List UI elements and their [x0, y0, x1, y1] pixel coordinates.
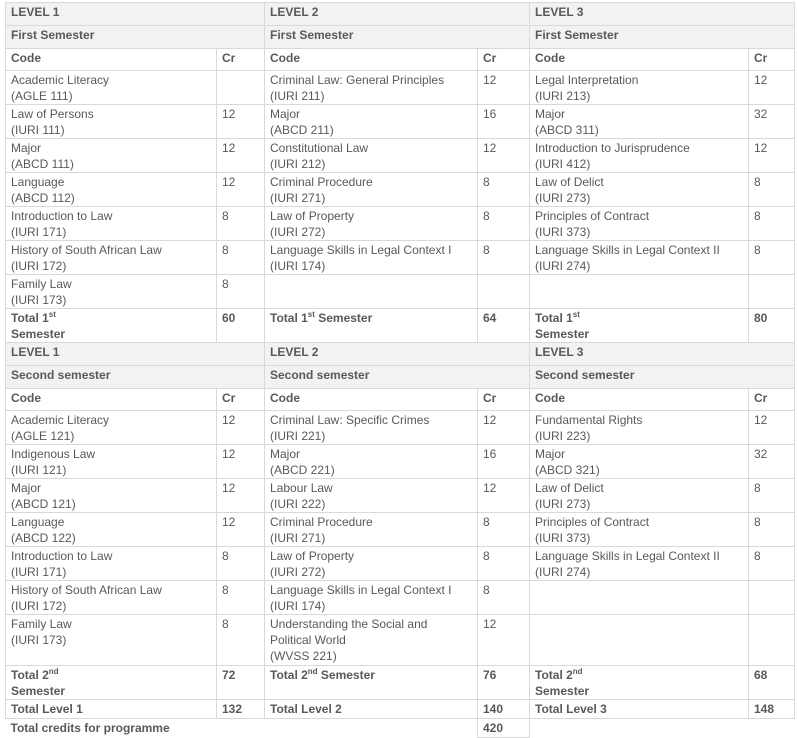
- level-total-row: [6, 700, 795, 719]
- module-cell: [530, 445, 749, 479]
- module-cell: [6, 581, 217, 615]
- module-credits: 8: [217, 207, 265, 241]
- semester-total-label: [6, 666, 217, 700]
- module-cell: [265, 615, 478, 666]
- module-cell: [6, 139, 217, 173]
- module-cell: [530, 139, 749, 173]
- credits-column-header: Cr: [217, 49, 265, 71]
- module-cell: [265, 479, 478, 513]
- module-cell: [6, 445, 217, 479]
- module-name: Language: [11, 515, 65, 529]
- total-label-suffix: Semester: [535, 327, 590, 341]
- module-name: Criminal Procedure: [270, 515, 373, 529]
- module-name: Criminal Law: General Principles: [270, 73, 445, 87]
- total-label-suffix: Semester: [11, 684, 66, 698]
- module-cell: [530, 547, 749, 581]
- second-column-header-row: [6, 389, 795, 411]
- module-name: Law of Property: [270, 549, 355, 563]
- module-name: Language: [11, 175, 65, 189]
- ordinal-suffix: st: [572, 310, 580, 319]
- module-credits: 12: [478, 71, 530, 105]
- module-credits: 8: [749, 207, 795, 241]
- second-semester-total-row: [6, 666, 795, 700]
- module-credits: 12: [478, 615, 530, 666]
- module-code: (IURI 272): [270, 565, 326, 579]
- module-cell: [530, 241, 749, 275]
- module-name: Major: [535, 107, 566, 121]
- module-cell: [6, 547, 217, 581]
- module-credits: 8: [749, 479, 795, 513]
- module-cell: [265, 547, 478, 581]
- ordinal-suffix: nd: [48, 667, 59, 676]
- module-credits: 8: [749, 513, 795, 547]
- curriculum-table: [5, 2, 795, 738]
- programme-total-row: [6, 719, 795, 738]
- level-heading: LEVEL 1: [6, 343, 265, 366]
- module-cell: [6, 173, 217, 207]
- module-code: (IURI 174): [270, 259, 326, 273]
- total-label-suffix: Semester: [317, 668, 375, 682]
- module-cell: [530, 105, 749, 139]
- module-name: Fundamental Rights: [535, 413, 643, 427]
- module-name: Law of Delict: [535, 175, 604, 189]
- module-code: (ABCD 121): [11, 497, 76, 511]
- module-code: (IURI 273): [535, 191, 591, 205]
- credits-column-header: Cr: [217, 389, 265, 411]
- semester-total-value: 76: [478, 666, 530, 700]
- module-cell: [6, 479, 217, 513]
- second-semester-row: [6, 366, 795, 389]
- module-code: (IURI 373): [535, 531, 591, 545]
- semester-total-label: [265, 666, 478, 700]
- module-credits: 12: [749, 71, 795, 105]
- module-code: (ABCD 321): [535, 463, 600, 477]
- module-name: Criminal Procedure: [270, 175, 373, 189]
- module-credits: 8: [217, 615, 265, 666]
- code-column-header: Code: [265, 389, 478, 411]
- module-code: (IURI 211): [270, 89, 325, 103]
- module-cell: [265, 445, 478, 479]
- module-name: History of South African Law: [11, 243, 162, 257]
- module-cell: [6, 513, 217, 547]
- module-cell: [530, 411, 749, 445]
- module-row: [6, 479, 795, 513]
- module-name: Academic Literacy: [11, 73, 110, 87]
- first-column-header-row: [6, 49, 795, 71]
- module-name: Major: [270, 447, 301, 461]
- module-credits: 12: [478, 479, 530, 513]
- semester-total-label: [6, 309, 217, 343]
- module-name: Family Law: [11, 277, 72, 291]
- module-name: History of South African Law: [11, 583, 162, 597]
- module-name: Criminal Law: Specific Crimes: [270, 413, 430, 427]
- module-cell: [265, 207, 478, 241]
- module-credits: 8: [749, 173, 795, 207]
- level-heading: LEVEL 3: [530, 3, 795, 26]
- semester-total-value: 64: [478, 309, 530, 343]
- module-credits: [749, 275, 795, 309]
- module-code: (IURI 222): [270, 497, 326, 511]
- semester-total-value: 72: [217, 666, 265, 700]
- module-cell: [265, 241, 478, 275]
- module-code: (AGLE 111): [11, 89, 73, 103]
- module-credits: 12: [217, 445, 265, 479]
- module-code: (IURI 274): [535, 259, 591, 273]
- module-code: (IURI 172): [11, 599, 67, 613]
- module-credits: 16: [478, 105, 530, 139]
- module-cell: [530, 513, 749, 547]
- ordinal-suffix: st: [48, 310, 56, 319]
- module-code: (ABCD 211): [270, 123, 334, 137]
- module-credits: 8: [217, 581, 265, 615]
- module-code: (IURI 272): [270, 225, 326, 239]
- module-code: (IURI 121): [11, 463, 67, 477]
- module-cell: [265, 581, 478, 615]
- semester-heading: First Semester: [6, 26, 265, 49]
- level-heading: LEVEL 3: [530, 343, 795, 366]
- module-code: (WVSS 221): [270, 649, 337, 663]
- module-code: (ABCD 112): [11, 191, 75, 205]
- module-name: Principles of Contract: [535, 209, 650, 223]
- module-credits: 8: [478, 241, 530, 275]
- module-cell: [530, 479, 749, 513]
- module-name: Introduction to Jurisprudence: [535, 141, 690, 155]
- ordinal-suffix: st: [307, 310, 315, 319]
- module-cell: [6, 71, 217, 105]
- module-code: (IURI 171): [11, 225, 67, 239]
- curriculum-body: [6, 3, 795, 738]
- module-credits: 12: [217, 513, 265, 547]
- level-heading: LEVEL 2: [265, 3, 530, 26]
- semester-heading: Second semester: [265, 366, 530, 389]
- module-name: Language Skills in Legal Context I: [270, 583, 452, 597]
- module-cell: [265, 139, 478, 173]
- first-semester-total-row: [6, 309, 795, 343]
- module-credits: 8: [478, 581, 530, 615]
- module-cell: [6, 615, 217, 666]
- module-cell: [530, 581, 749, 615]
- module-code: (ABCD 111): [11, 157, 74, 171]
- module-credits: 12: [217, 139, 265, 173]
- module-name: Language Skills in Legal Context II: [535, 549, 720, 563]
- module-cell: [265, 105, 478, 139]
- level-total-value: 148: [749, 700, 795, 719]
- module-code: (IURI 223): [535, 429, 591, 443]
- semester-total-value: 80: [749, 309, 795, 343]
- module-name: Major: [11, 141, 42, 155]
- module-code: (IURI 273): [535, 497, 591, 511]
- total-label-suffix: Semester: [535, 684, 590, 698]
- module-row: [6, 139, 795, 173]
- module-credits: 8: [478, 513, 530, 547]
- module-credits: 8: [749, 547, 795, 581]
- module-name: Indigenous Law: [11, 447, 96, 461]
- module-row: [6, 275, 795, 309]
- semester-total-value: 60: [217, 309, 265, 343]
- total-label-text: Total 2: [535, 668, 573, 682]
- module-row: [6, 547, 795, 581]
- semester-total-label: [530, 666, 749, 700]
- module-credits: 32: [749, 445, 795, 479]
- total-label-text: Total 1: [535, 311, 573, 325]
- module-code: (IURI 111): [11, 123, 65, 137]
- module-name: Introduction to Law: [11, 209, 113, 223]
- module-cell: [6, 105, 217, 139]
- semester-heading: Second semester: [6, 366, 265, 389]
- module-code: (IURI 212): [270, 157, 326, 171]
- module-credits: 16: [478, 445, 530, 479]
- module-credits: 12: [749, 139, 795, 173]
- ordinal-suffix: nd: [572, 667, 583, 676]
- module-code: (ABCD 221): [270, 463, 335, 477]
- programme-total-value: 420: [478, 719, 530, 738]
- module-row: [6, 71, 795, 105]
- module-code: (ABCD 122): [11, 531, 76, 545]
- module-name: Introduction to Law: [11, 549, 113, 563]
- module-code: (AGLE 121): [11, 429, 75, 443]
- module-credits: 12: [217, 173, 265, 207]
- module-credits: [217, 71, 265, 105]
- ordinal-suffix: nd: [307, 667, 318, 676]
- module-cell: [530, 615, 749, 666]
- first-level-row: [6, 3, 795, 26]
- module-code: (IURI 173): [11, 293, 67, 307]
- module-cell: [6, 411, 217, 445]
- level-heading: LEVEL 1: [6, 3, 265, 26]
- module-code: (IURI 271): [270, 191, 326, 205]
- module-name: Labour Law: [270, 481, 333, 495]
- module-credits: [749, 615, 795, 666]
- module-name: Law of Delict: [535, 481, 604, 495]
- module-name: Understanding the Social and Political World: [270, 617, 428, 647]
- module-cell: [265, 71, 478, 105]
- module-credits: 12: [217, 105, 265, 139]
- code-column-header: Code: [6, 389, 217, 411]
- module-credits: 8: [478, 207, 530, 241]
- semester-heading: First Semester: [265, 26, 530, 49]
- module-row: [6, 581, 795, 615]
- module-cell: [265, 513, 478, 547]
- module-credits: 12: [478, 139, 530, 173]
- module-cell: [6, 207, 217, 241]
- module-code: (ABCD 311): [535, 123, 599, 137]
- module-name: Legal Interpretation: [535, 73, 639, 87]
- semester-heading: Second semester: [530, 366, 795, 389]
- module-row: [6, 411, 795, 445]
- module-name: Language Skills in Legal Context I: [270, 243, 452, 257]
- semester-heading: First Semester: [530, 26, 795, 49]
- module-name: Law of Property: [270, 209, 355, 223]
- module-code: (IURI 174): [270, 599, 326, 613]
- module-code: (IURI 373): [535, 225, 591, 239]
- module-row: [6, 173, 795, 207]
- second-level-row: [6, 343, 795, 366]
- credits-column-header: Cr: [478, 49, 530, 71]
- module-name: Principles of Contract: [535, 515, 650, 529]
- level-total-label: Total Level 3: [530, 700, 749, 719]
- module-name: Family Law: [11, 617, 72, 631]
- module-credits: 8: [217, 547, 265, 581]
- programme-total-label: Total credits for programme: [6, 719, 478, 738]
- module-credits: 12: [478, 411, 530, 445]
- level-total-value: 140: [478, 700, 530, 719]
- module-credits: 8: [217, 241, 265, 275]
- total-label-suffix: Semester: [314, 311, 373, 325]
- total-label-text: Total 1: [11, 311, 49, 325]
- code-column-header: Code: [530, 49, 749, 71]
- module-row: [6, 513, 795, 547]
- module-code: (IURI 412): [535, 157, 591, 171]
- module-cell: [265, 173, 478, 207]
- module-code: (IURI 213): [535, 89, 591, 103]
- credits-column-header: Cr: [749, 49, 795, 71]
- semester-total-value: 68: [749, 666, 795, 700]
- module-credits: 32: [749, 105, 795, 139]
- level-heading: LEVEL 2: [265, 343, 530, 366]
- code-column-header: Code: [265, 49, 478, 71]
- credits-column-header: Cr: [749, 389, 795, 411]
- module-name: Constitutional Law: [270, 141, 369, 155]
- module-row: [6, 241, 795, 275]
- level-total-label: Total Level 2: [265, 700, 478, 719]
- code-column-header: Code: [530, 389, 749, 411]
- module-credits: 8: [749, 241, 795, 275]
- semester-total-label: [530, 309, 749, 343]
- module-code: (IURI 221): [270, 429, 326, 443]
- module-credits: [749, 581, 795, 615]
- module-name: Major: [535, 447, 566, 461]
- module-code: (IURI 173): [11, 633, 67, 647]
- module-cell: [530, 275, 749, 309]
- module-credits: 12: [749, 411, 795, 445]
- module-cell: [265, 411, 478, 445]
- module-row: [6, 207, 795, 241]
- module-credits: 12: [217, 411, 265, 445]
- empty-cell: [530, 719, 795, 738]
- module-cell: [530, 207, 749, 241]
- module-code: (IURI 271): [270, 531, 326, 545]
- module-credits: 8: [478, 547, 530, 581]
- module-name: Major: [270, 107, 301, 121]
- module-row: [6, 615, 795, 666]
- level-total-value: 132: [217, 700, 265, 719]
- module-cell: [265, 275, 478, 309]
- first-semester-row: [6, 26, 795, 49]
- module-name: Language Skills in Legal Context II: [535, 243, 720, 257]
- module-credits: 8: [217, 275, 265, 309]
- module-row: [6, 445, 795, 479]
- module-credits: 8: [478, 173, 530, 207]
- module-row: [6, 105, 795, 139]
- module-code: (IURI 274): [535, 565, 591, 579]
- module-cell: [530, 173, 749, 207]
- total-label-text: Total 1: [270, 311, 308, 325]
- module-cell: [6, 241, 217, 275]
- module-code: (IURI 171): [11, 565, 67, 579]
- semester-total-label: [265, 309, 478, 343]
- total-label-suffix: Semester: [11, 327, 66, 341]
- module-cell: [6, 275, 217, 309]
- module-code: (IURI 172): [11, 259, 67, 273]
- module-name: Law of Persons: [11, 107, 94, 121]
- credits-column-header: Cr: [478, 389, 530, 411]
- module-name: Major: [11, 481, 42, 495]
- total-label-text: Total 2: [11, 668, 49, 682]
- module-name: Academic Literacy: [11, 413, 110, 427]
- code-column-header: Code: [6, 49, 217, 71]
- module-cell: [530, 71, 749, 105]
- module-credits: [478, 275, 530, 309]
- level-total-label: Total Level 1: [6, 700, 217, 719]
- module-credits: 12: [217, 479, 265, 513]
- total-label-text: Total 2: [270, 668, 308, 682]
